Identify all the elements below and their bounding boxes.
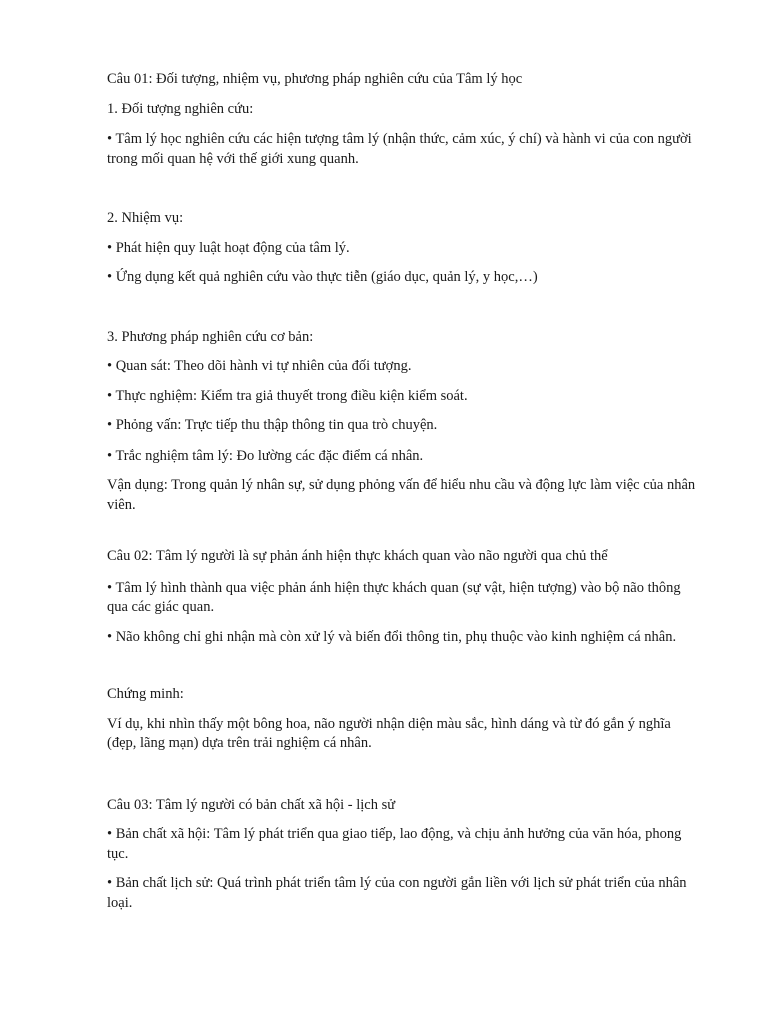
- q2-proof-text: Ví dụ, khi nhìn thấy một bông hoa, não người nhận diện màu sắc, hình dáng và từ đó gắn ý nghĩa (đẹp, lãng mạn) dựa trên trải nghiệm cá nhân.: [107, 715, 671, 751]
- q2-title: Câu 02: Tâm lý người là sự phản ánh hiện thực khách quan vào não người qua chủ thể: [107, 548, 608, 564]
- q3-bullet-2: • Bản chất lịch sử: Quá trình phát triển tâm lý của con người gắn liền với lịch sử phát triển của nhân loại.: [107, 875, 687, 911]
- q1-section3-bullet-3: • Phỏng vấn: Trực tiếp thu thập thông tin qua trò chuyện.: [107, 417, 438, 433]
- q1-section3-bullet-1: • Quan sát: Theo dõi hành vi tự nhiên của đối tượng.: [107, 358, 412, 374]
- q1-section2-bullet-1: • Phát hiện quy luật hoạt động của tâm lý.: [107, 239, 350, 256]
- q1-section3-bullet-4: • Trắc nghiệm tâm lý: Đo lường các đặc điểm cá nhân.: [107, 447, 424, 464]
- q2-bullet-2: • Não không chỉ ghi nhận mà còn xử lý và biến đổi thông tin, phụ thuộc vào kinh nghiệm cá nhân.: [107, 628, 677, 645]
- q2-bullet-1: • Tâm lý hình thành qua việc phản ánh hiện thực khách quan (sự vật, hiện tượng) vào bộ não thông qua các giác quan.: [107, 579, 681, 615]
- document-page: [107, 70, 697, 913]
- q1-section1-heading: 1. Đối tượng nghiên cứu:: [107, 100, 254, 117]
- q1-application: Vận dụng: Trong quản lý nhân sự, sử dụng phỏng vấn để hiểu nhu cầu và động lực làm việc của nhân viên.: [107, 477, 696, 513]
- q1-section1-bullet-1: • Tâm lý học nghiên cứu các hiện tượng tâm lý (nhận thức, cảm xúc, ý chí) và hành vi của con người trong mối quan hệ với thế giới xung quanh.: [107, 131, 692, 167]
- q1-section2-heading: 2. Nhiệm vụ:: [107, 210, 184, 226]
- q1-title: Câu 01: Đối tượng, nhiệm vụ, phương pháp nghiên cứu của Tâm lý học: [107, 71, 523, 87]
- q1-section3-bullet-2: • Thực nghiệm: Kiểm tra giả thuyết trong điều kiện kiểm soát.: [107, 387, 468, 404]
- q1-section3-heading: 3. Phương pháp nghiên cứu cơ bản:: [107, 328, 314, 345]
- q3-title: Câu 03: Tâm lý người có bản chất xã hội - lịch sử: [107, 796, 396, 813]
- q3-bullet-1: • Bản chất xã hội: Tâm lý phát triển qua giao tiếp, lao động, và chịu ảnh hưởng của văn hóa, phong tục.: [107, 826, 682, 862]
- q2-proof-heading: Chứng minh:: [107, 686, 184, 702]
- q1-section2-bullet-2: • Ứng dụng kết quả nghiên cứu vào thực tiễn (giáo dục, quản lý, y học,…): [107, 269, 538, 285]
